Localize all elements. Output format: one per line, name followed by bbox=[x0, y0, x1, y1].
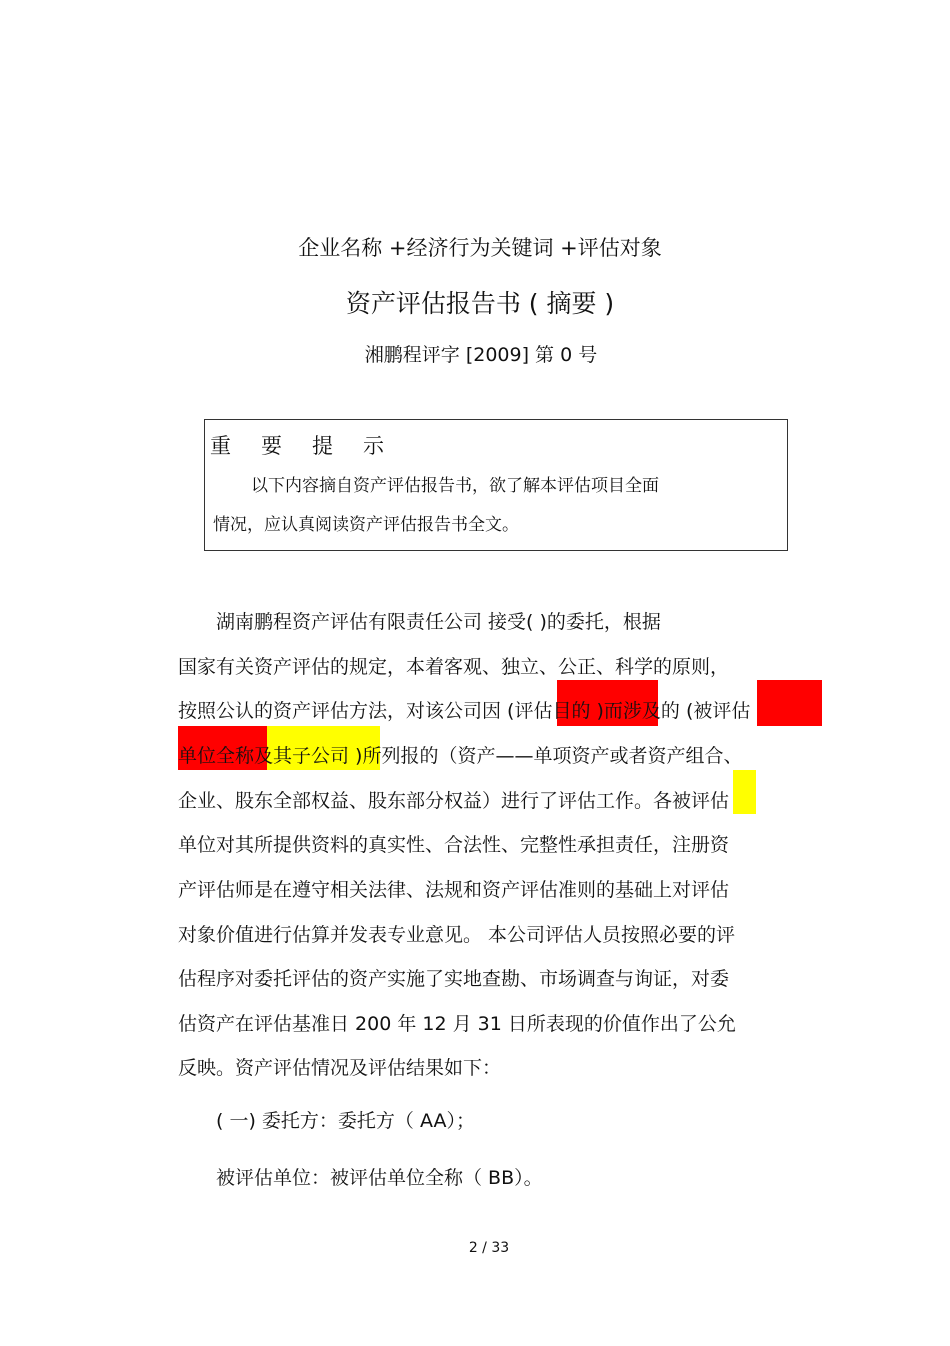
body-line: 单位全称及其子公司 )所列报的（资产——单项资产或者资产组合、 bbox=[178, 745, 743, 767]
report-title-line2: 资产评估报告书 ( 摘要 ) bbox=[345, 289, 615, 318]
appraised-unit-line: 被评估单位：被评估单位全称（ BB）。 bbox=[216, 1167, 543, 1189]
body-line: 按照公认的资产评估方法，对该公司因 (评估目的 )而涉及的 (被评估 bbox=[178, 700, 751, 722]
report-title-line1: 企业名称 +经济行为关键词 +评估对象 bbox=[298, 236, 662, 260]
body-line: 产评估师是在遵守相关法律、法规和资产评估准则的基础上对评估 bbox=[178, 879, 730, 901]
document-number: 湘鹏程评字 [2009] 第 0 号 bbox=[364, 344, 598, 366]
body-line: 湖南鹏程资产评估有限责任公司 接受( )的委托，根据 bbox=[216, 611, 661, 633]
notice-line: 以下内容摘自资产评估报告书，欲了解本评估项目全面 bbox=[251, 476, 659, 496]
entrusting-party-line: ( 一) 委托方：委托方（ AA）； bbox=[216, 1110, 475, 1132]
yellow-highlight bbox=[733, 770, 756, 814]
red-highlight bbox=[757, 680, 822, 726]
notice-line: 情况，应认真阅读资产评估报告书全文。 bbox=[213, 515, 519, 535]
body-line: 国家有关资产评估的规定，本着客观、独立、公正、科学的原则， bbox=[178, 656, 730, 678]
body-line: 企业、股东全部权益、股东部分权益）进行了评估工作。各被评估 bbox=[178, 790, 730, 812]
notice-title: 重要提示 bbox=[210, 434, 414, 458]
body-line: 反映。资产评估情况及评估结果如下： bbox=[178, 1057, 502, 1079]
body-line: 单位对其所提供资料的真实性、合法性、完整性承担责任，注册资 bbox=[178, 834, 730, 856]
body-line: 对象价值进行估算并发表专业意见。 本公司评估人员按照必要的评 bbox=[178, 924, 736, 946]
page-number: 2 / 33 bbox=[468, 1240, 510, 1256]
body-line: 估资产在评估基准日 200 年 12 月 31 日所表现的价值作出了公允 bbox=[178, 1013, 736, 1035]
body-line: 估程序对委托评估的资产实施了实地查勘、市场调查与询证，对委 bbox=[178, 968, 730, 990]
